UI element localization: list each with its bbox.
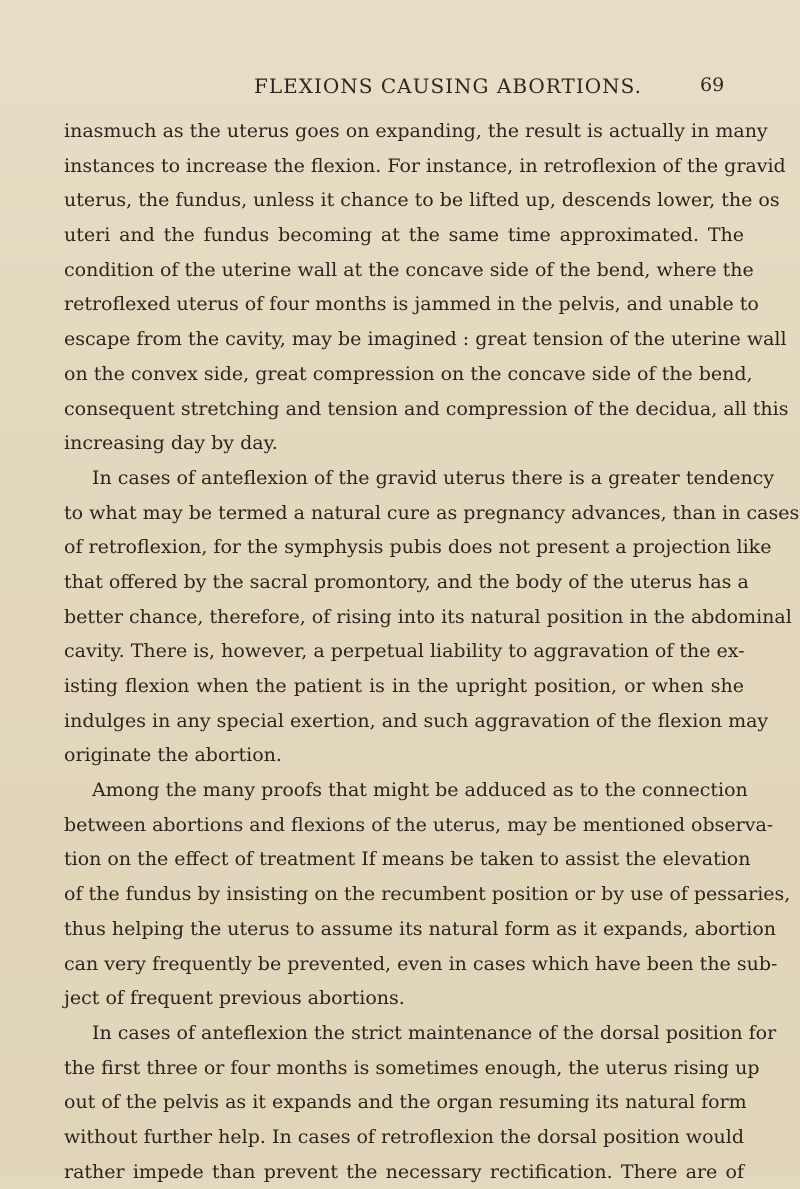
text-line: retroflexed uterus of four months is jammed in the pelvis, and unable to [64,293,759,316]
text-line: thus helping the uterus to assume its natural form as it expands, abortion [64,917,777,940]
text-line: uteri and the fundus becoming at the same time approximated. The [64,224,744,247]
page-number: 69 [700,74,725,96]
text-line: escape from the cavity, may be imagined : great tension of the uterine wall [64,328,787,351]
text-line: tion on the effect of treatment If means be taken to assist the elevation [64,848,751,871]
text-line: can very frequently be prevented, even in cases which have been the sub- [64,952,778,975]
text-line: out of the pelvis as it expands and the organ resuming its natural form [64,1091,747,1114]
text-line: condition of the uterine wall at the concave side of the bend, where the [64,258,754,281]
text-line: isting flexion when the patient is in the upright position, or when she [64,675,744,697]
text-line: without further help. In cases of retroflexion the dorsal position would [64,1125,744,1148]
text-line: to what may be termed a natural cure as pregnancy advances, than in cases [64,501,800,524]
text-line: on the convex side, great compression on the concave side of the bend, [64,362,753,385]
text-line: ject of frequent previous abortions. [64,987,405,1010]
text-line: instances to increase the flexion. For instance, in retroflexion of the gravid [64,154,786,177]
paragraph-start-line: Among the many proofs that might be adduced as to the connection [92,779,748,802]
text-line: rather impede than prevent the necessary rectification. There are of [64,1160,744,1183]
text-line: increasing day by day. [64,432,278,455]
text-line: inasmuch as the uterus goes on expanding, the result is actually in many [64,120,768,142]
text-line: consequent stretching and tension and compression of the decidua, all this [64,397,789,420]
text-line: of retroflexion, for the symphysis pubis does not present a projection like [64,536,772,559]
paragraph-start-line: In cases of anteflexion of the gravid uterus there is a greater tendency [92,466,775,489]
running-title: FLEXIONS CAUSING ABORTIONS. [254,74,642,98]
text-line: that offered by the sacral promontory, and the body of the uterus has a [64,570,749,593]
text-line: of the fundus by insisting on the recumbent position or by use of pessaries, [64,883,791,906]
text-line: the first three or four months is sometimes enough, the uterus rising up [64,1056,760,1079]
text-line: uterus, the fundus, unless it chance to be lifted up, descends lower, the os [64,189,780,212]
paragraph-start-line: In cases of anteflexion the strict maintenance of the dorsal position for [92,1021,777,1044]
body-text [64,114,800,1189]
text-line: between abortions and flexions of the uterus, may be mentioned observa- [64,813,774,836]
text-line: originate the abortion. [64,744,282,767]
text-line: cavity. There is, however, a perpetual liability to aggravation of the ex- [64,640,745,663]
text-line: better chance, therefore, of rising into its natural position in the abdominal [64,605,792,628]
text-line: indulges in any special exertion, and such aggravation of the flexion may [64,709,769,732]
